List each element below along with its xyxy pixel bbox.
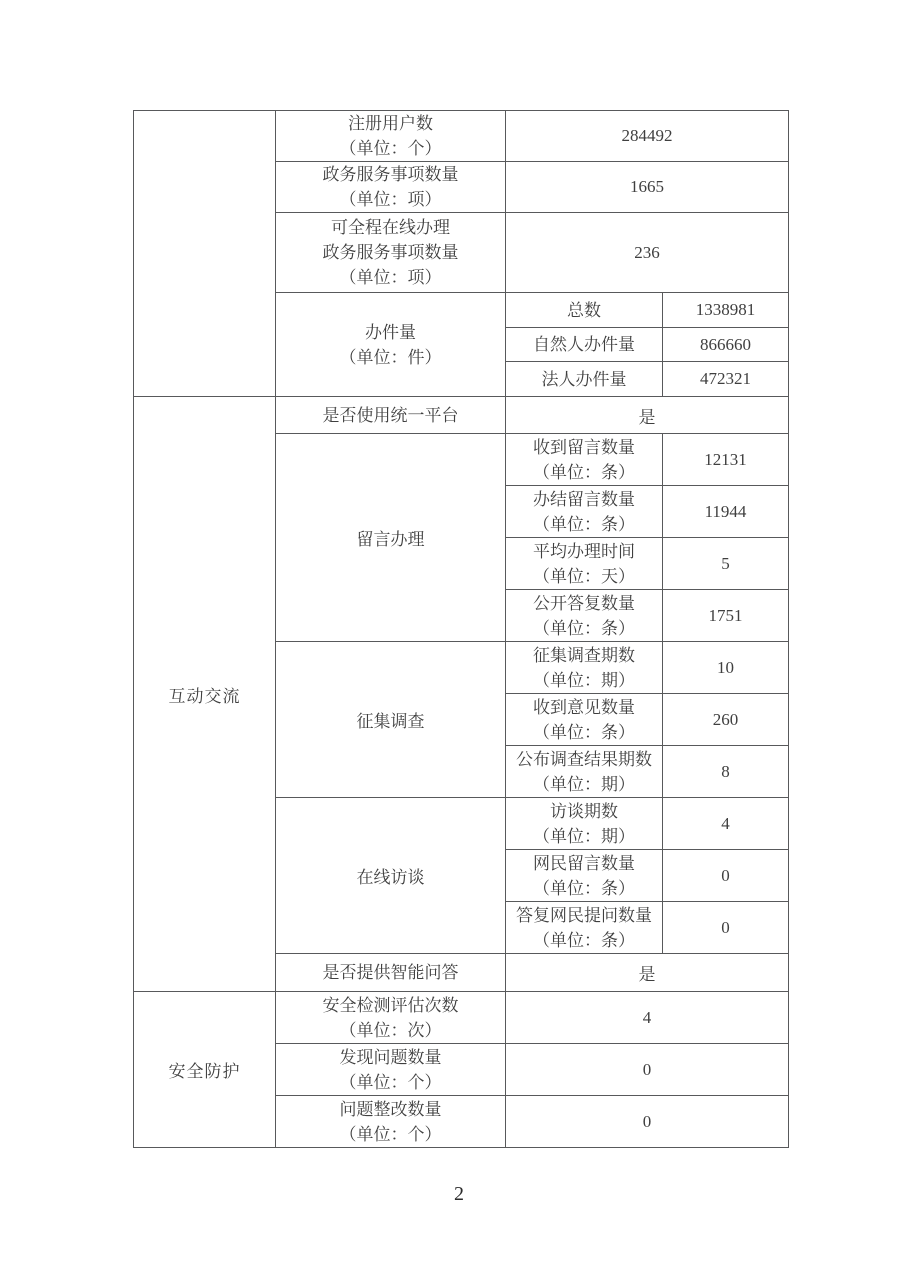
metric-label-cell [276,162,506,213]
metric-label-cell [276,992,506,1044]
submetric-unit: （单位：条） [533,878,635,898]
submetric-label-cell [506,590,663,642]
metric-label: 政务服务事项数量 [322,243,459,262]
metric-unit: （单位：项） [339,268,442,287]
submetric-label-cell [506,362,663,397]
submetric-unit: （单位：期） [533,774,635,794]
metric-label: 发现问题数量 [339,1047,442,1067]
metric-label-cell-message-handling: 留言办理 [276,434,506,642]
submetric-label-cell [506,642,663,694]
submetric-label: 访谈期数 [550,801,618,821]
submetric-value-cell: 5 [663,538,789,590]
metric-label: 问题整改数量 [339,1099,442,1119]
metric-value-cell: 284492 [506,111,789,162]
metric-label-cell [276,1044,506,1096]
metric-label: 是否使用统一平台 [322,405,459,425]
metric-value-cell: 是 [506,397,789,434]
submetric-label-cell [506,850,663,902]
submetric-label-cell [506,902,663,954]
submetric-value-cell: 0 [663,850,789,902]
submetric-label-cell [506,293,663,328]
table-row [134,992,789,1044]
submetric-unit: （单位：天） [533,566,635,586]
metric-label-cell [276,111,506,162]
submetric-label-cell [506,328,663,362]
submetric-label: 收到意见数量 [533,697,635,717]
metric-label: 注册用户数 [348,114,433,133]
submetric-label: 网民留言数量 [533,853,635,873]
submetric-label: 公开答复数量 [533,593,635,613]
metric-label-cell-interview: 在线访谈 [276,798,506,954]
submetric-label: 平均办理时间 [533,541,635,561]
submetric-value-cell: 12131 [663,434,789,486]
submetric-unit: （单位：条） [533,930,635,950]
submetric-label-cell [506,486,663,538]
group-cell-security: 安全防护 [134,992,276,1148]
submetric-value-cell: 1338981 [663,293,789,328]
submetric-unit: （单位：条） [533,462,635,482]
metric-value-cell: 0 [506,1044,789,1096]
metric-label-cell-survey: 征集调查 [276,642,506,798]
submetric-unit: （单位：条） [533,514,635,534]
submetric-value-cell: 4 [663,798,789,850]
metric-value-cell: 1665 [506,162,789,213]
submetric-value-cell: 0 [663,902,789,954]
metric-unit: （单位：次） [339,1020,442,1040]
metric-label-cell [276,397,506,434]
metric-label-cell [276,1096,506,1148]
submetric-label: 总数 [567,300,601,320]
submetric-label: 办结留言数量 [533,489,635,509]
submetric-label-cell [506,694,663,746]
submetric-unit: （单位：条） [533,618,635,638]
metric-unit: （单位：件） [339,347,442,367]
metric-label: 安全检测评估次数 [322,995,459,1015]
submetric-value-cell: 11944 [663,486,789,538]
metric-label: 政务服务事项数量 [322,165,459,184]
metric-label-cell [276,213,506,293]
submetric-label: 法人办件量 [541,369,627,389]
table-row [134,111,789,162]
submetric-value-cell: 866660 [663,328,789,362]
submetric-value-cell: 10 [663,642,789,694]
metric-label-cell [276,954,506,992]
metric-label: 可全程在线办理 [331,218,450,237]
submetric-unit: （单位：条） [533,722,635,742]
metric-label-cell-case-volume [276,293,506,397]
metric-value-cell: 0 [506,1096,789,1148]
annual-report-table [133,110,789,1148]
submetric-label: 征集调查期数 [533,645,635,665]
submetric-value-cell: 1751 [663,590,789,642]
metric-label: 是否提供智能问答 [322,963,459,982]
table-row [134,397,789,434]
submetric-label-cell [506,434,663,486]
submetric-label-cell [506,798,663,850]
group-cell-interaction: 互动交流 [134,397,276,992]
submetric-value-cell: 8 [663,746,789,798]
metric-value-cell: 是 [506,954,789,992]
submetric-unit: （单位：期） [533,670,635,690]
metric-unit: （单位：个） [339,1124,442,1144]
submetric-label: 自然人办件量 [533,335,635,354]
submetric-value-cell: 260 [663,694,789,746]
submetric-label-cell [506,746,663,798]
submetric-label: 答复网民提问数量 [516,905,652,925]
submetric-unit: （单位：期） [533,826,635,846]
metric-unit: （单位：个） [339,1072,442,1092]
metric-unit: （单位：个） [339,139,442,158]
group-cell-empty [134,111,276,397]
submetric-label: 公布调查结果期数 [516,749,652,769]
submetric-label: 收到留言数量 [533,437,635,457]
metric-label: 办件量 [365,322,416,342]
submetric-label-cell [506,538,663,590]
metric-value-cell: 4 [506,992,789,1044]
page-number: 2 [454,1183,464,1205]
submetric-value-cell: 472321 [663,362,789,397]
metric-value-cell: 236 [506,213,789,293]
metric-unit: （单位：项） [339,190,442,209]
